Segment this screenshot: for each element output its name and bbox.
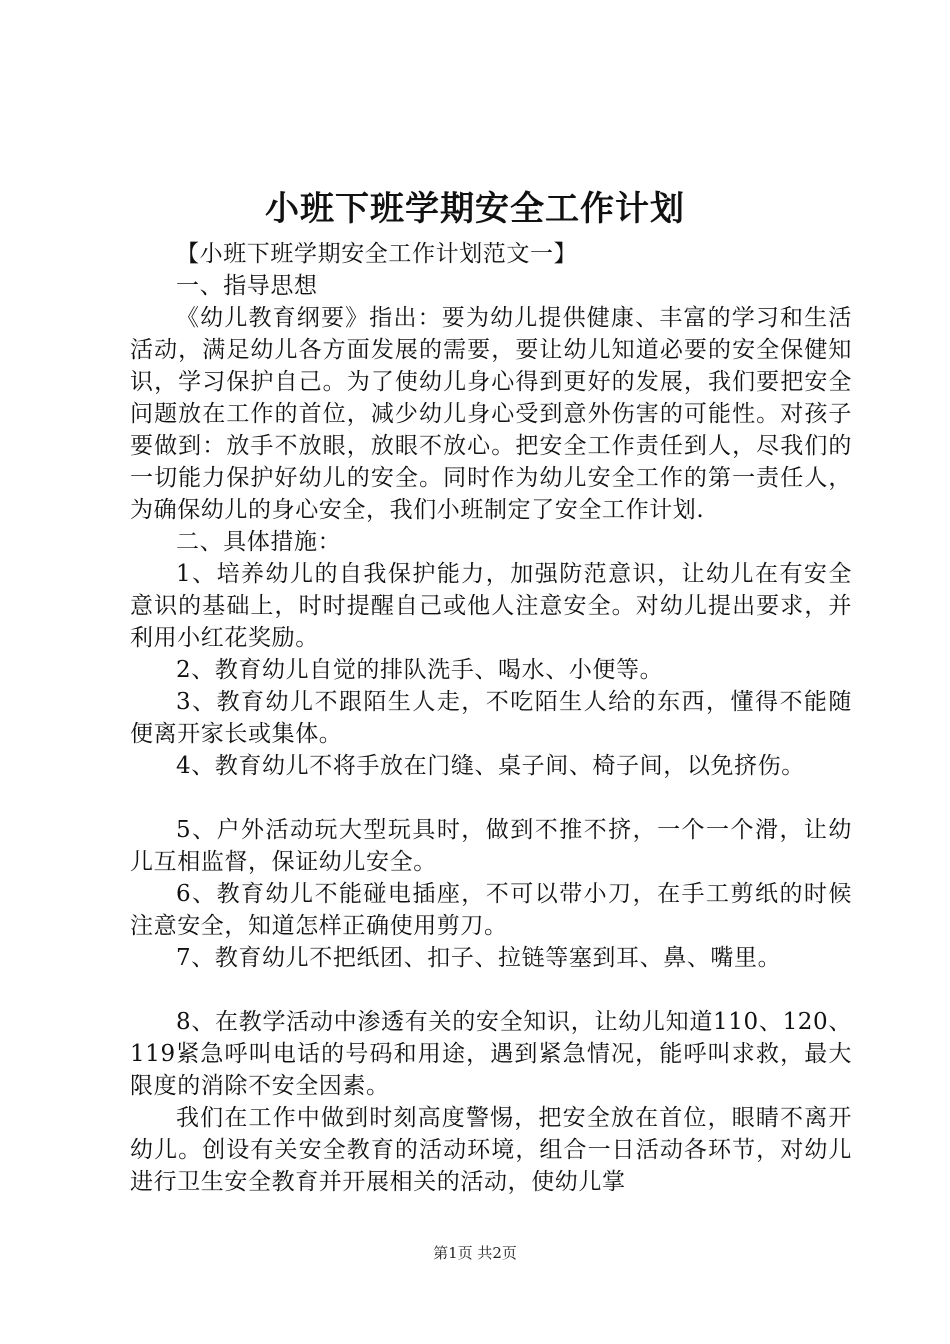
subheading-guiding-idea: 一、指导思想 <box>176 273 318 299</box>
list-item: 4、教育幼儿不将手放在门缝、桌子间、椅子间，以免挤伤。 <box>176 753 805 779</box>
list-item: 6、教育幼儿不能碰电插座，不可以带小刀，在手工剪纸的时候注意安全，知道怎样正确使用剪刀。 <box>130 881 852 939</box>
paragraph: 《幼儿教育纲要》指出：要为幼儿提供健康、丰富的学习和生活活动，满足幼儿各方面发展的需要，要让幼儿知道必要的安全保健知识，学习保护自己。为了使幼儿身心得到更好的发展，我们要把安全问题放在工作的首位，减少幼儿身心受到意外伤害的可能性。对孩子要做到：放手不放眼，放眼不放心。把安全工作责任到人，尽我们的一切能力保护好幼儿的安全。同时作为幼儿安全工作的第一责任人，为确保幼儿的身心安全，我们小班制定了安全工作计划. <box>130 305 852 523</box>
document-title: 小班下班学期安全工作计划 <box>265 189 685 229</box>
section-heading: 【小班下班学期安全工作计划范文一】 <box>176 241 578 267</box>
list-item: 1、培养幼儿的自我保护能力，加强防范意识，让幼儿在有安全意识的基础上，时时提醒自己或他人注意安全。对幼儿提出要求，并利用小红花奖励。 <box>130 561 852 651</box>
page-footer: 第1页 共2页 <box>433 1244 517 1262</box>
subheading-measures: 二、具体措施： <box>176 529 342 555</box>
list-item: 8、在教学活动中渗透有关的安全知识，让幼儿知道110、120、119紧急呼叫电话的号码和用途，遇到紧急情况，能呼叫求救，最大限度的消除不安全因素。 <box>130 1009 852 1099</box>
list-item: 5、户外活动玩大型玩具时，做到不推不挤，一个一个滑，让幼儿互相监督，保证幼儿安全。 <box>130 817 852 875</box>
list-item: 3、教育幼儿不跟陌生人走，不吃陌生人给的东西，懂得不能随便离开家长或集体。 <box>130 689 852 747</box>
list-item: 7、教育幼儿不把纸团、扣子、拉链等塞到耳、鼻、嘴里。 <box>176 945 782 971</box>
paragraph: 我们在工作中做到时刻高度警惕，把安全放在首位，眼睛不离开幼儿。创设有关安全教育的活动环境，组合一日活动各环节，对幼儿进行卫生安全教育并开展相关的活动，使幼儿掌 <box>130 1105 852 1195</box>
document-body <box>130 238 852 1198</box>
list-item: 2、教育幼儿自觉的排队洗手、喝水、小便等。 <box>176 657 664 683</box>
